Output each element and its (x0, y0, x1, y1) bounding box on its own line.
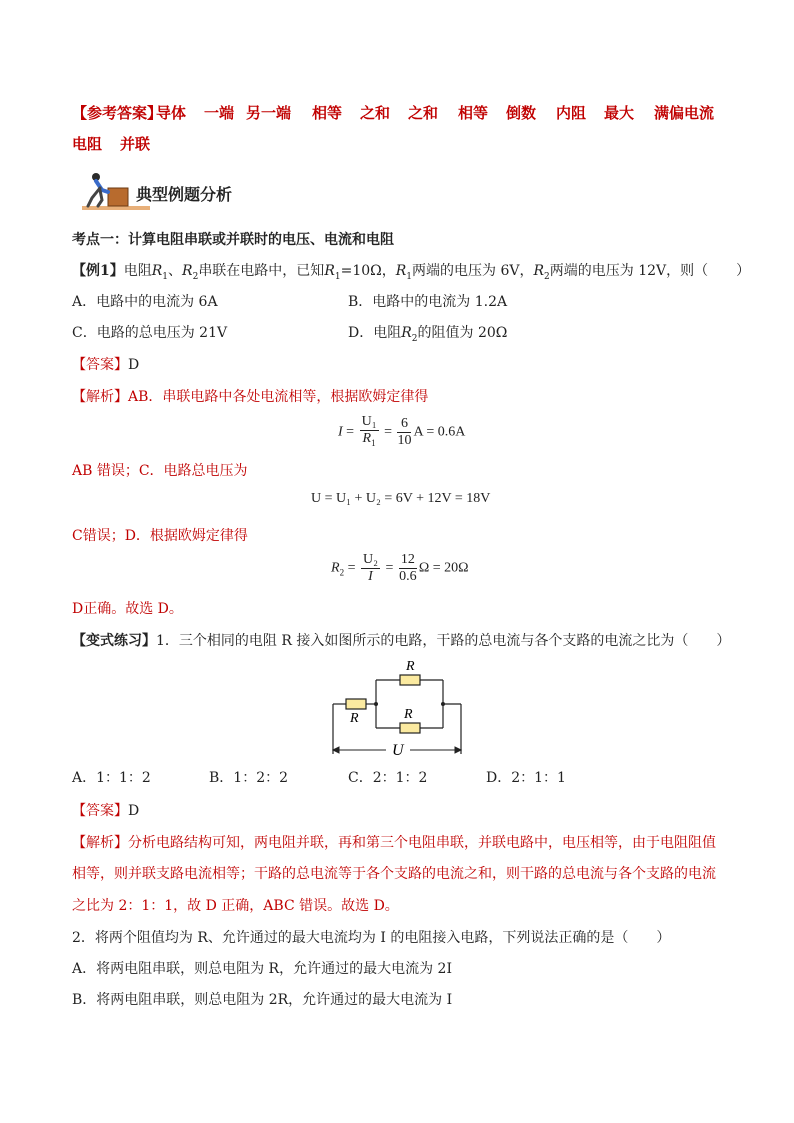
analysis-line-2: AB 错误；C．电路总电压为 (72, 463, 248, 479)
answer-value: D (128, 803, 140, 819)
option-d: D．电阻$R_2$的阻值为 20Ω (348, 325, 508, 344)
section-title: 典型例题分析 (136, 185, 233, 204)
practice-analysis-3: 之比为 2：1：1，故 D 正确，ABC 错误。故选 D。 (72, 898, 399, 914)
label-r-top: R (406, 659, 415, 674)
practice-q2: 2．将两个阻值均为 R、允许通过的最大电流均为 I 的电阻接入电路，下列说法正确的是（ ） (72, 930, 671, 946)
answer-row-2 (72, 133, 272, 155)
answer-item: 相等 (458, 104, 489, 122)
answer-value: D (128, 357, 140, 373)
equation-2: U = U₁ + U₂ = 6V + 12V = 18V (311, 491, 491, 506)
analysis-line-4: D正确。故选 D。 (72, 601, 183, 617)
practice-q1: 【变式练习】1．三个相同的电阻 R 接入如图所示的电路，干路的总电流与各个支路的电流之比为（ ） (72, 633, 731, 649)
q2-option-a: A．将两电阻串联，则总电阻为 R，允许通过的最大电流为 2I (72, 961, 452, 977)
answer-item: 之和 (408, 104, 439, 122)
analysis-line-3: C错误；D．根据欧姆定律得 (72, 528, 248, 544)
resistor-series (346, 699, 366, 709)
practice-option-a: A．1：1：2 (72, 770, 151, 786)
answer-label: 【答案】 (72, 803, 128, 819)
label-u: U (392, 742, 404, 759)
practice-tag: 【变式练习】 (72, 633, 156, 649)
option-b: B．电路中的电流为 1.2A (348, 294, 508, 310)
practice-answer (72, 801, 139, 821)
practice-option-b: B．1：2：2 (209, 770, 289, 786)
topic-heading: 考点一：计算电阻串联或并联时的电压、电流和电阻 (72, 232, 394, 248)
label-r-series: R (350, 711, 359, 726)
practice-option-d: D．2：1：1 (486, 770, 566, 786)
practice-analysis-1: 【解析】分析电路结构可知，两电阻并联，再和第三个电阻串联，并联电路中，电压相等，由于电阻阻值 (72, 835, 716, 851)
circuit-diagram (328, 658, 468, 762)
answer-item: 导体 (156, 104, 187, 122)
q2-option-b: B．将两电阻串联，则总电阻为 2R，允许通过的最大电流为 I (72, 992, 453, 1008)
answer-item: 一端 (204, 104, 235, 122)
equation-3: $R_2$ = $\frac{\text{U₂}}{I}$ = $\frac{12}{0.6}$ Ω = 20Ω (331, 552, 469, 584)
answer-item: 最大 (604, 104, 635, 122)
practice-option-c: C．2：1：2 (348, 770, 428, 786)
answer-item: 之和 (360, 104, 391, 122)
answer-label: 【答案】 (72, 357, 128, 373)
section-header (82, 170, 282, 214)
example-tag: 【例1】 (72, 263, 124, 279)
label-r-bottom: R (404, 707, 413, 722)
option-a: A．电路中的电流为 6A (72, 294, 218, 310)
answer-tag: 【参考答案】 (72, 104, 163, 122)
equation-1: I = $\frac{\text{U₁}}{R_1}$ = $\frac{6}{10}$ A = 0.6A (338, 414, 466, 448)
answer-item: 内阻 (556, 104, 587, 122)
option-c: C．电路的总电压为 21V (72, 325, 228, 341)
answer-line (72, 355, 139, 375)
analysis-label: 【解析】 (72, 835, 128, 851)
example1-stem: 【例1】电阻$R_1$、$R_2$串联在电路中，已知$R_1=10\Omega$，$R_1$两端的电压为 6V，$R_2$两端的电压为 12V，则（ ） (72, 263, 751, 282)
practice-analysis-2: 相等，则并联支路电流相等；干路的总电流等于各个支路的电流之和，则干路的总电流与各个支路的电流 (72, 866, 716, 882)
resistor-top (400, 675, 420, 685)
answer-item: 相等 (312, 104, 343, 122)
analysis-line-1: 【解析】AB．串联电路中各处电流相等，根据欧姆定律得 (72, 389, 429, 405)
answer-item: 倒数 (506, 104, 537, 122)
answer-item: 另一端 (246, 104, 292, 122)
answer-item: 并联 (120, 135, 151, 153)
resistor-bottom (400, 723, 420, 733)
answer-row-1 (72, 102, 722, 124)
answer-item: 满偏电流 (654, 104, 715, 122)
analysis-label: 【解析】 (72, 389, 128, 405)
answer-item: 电阻 (72, 135, 103, 153)
